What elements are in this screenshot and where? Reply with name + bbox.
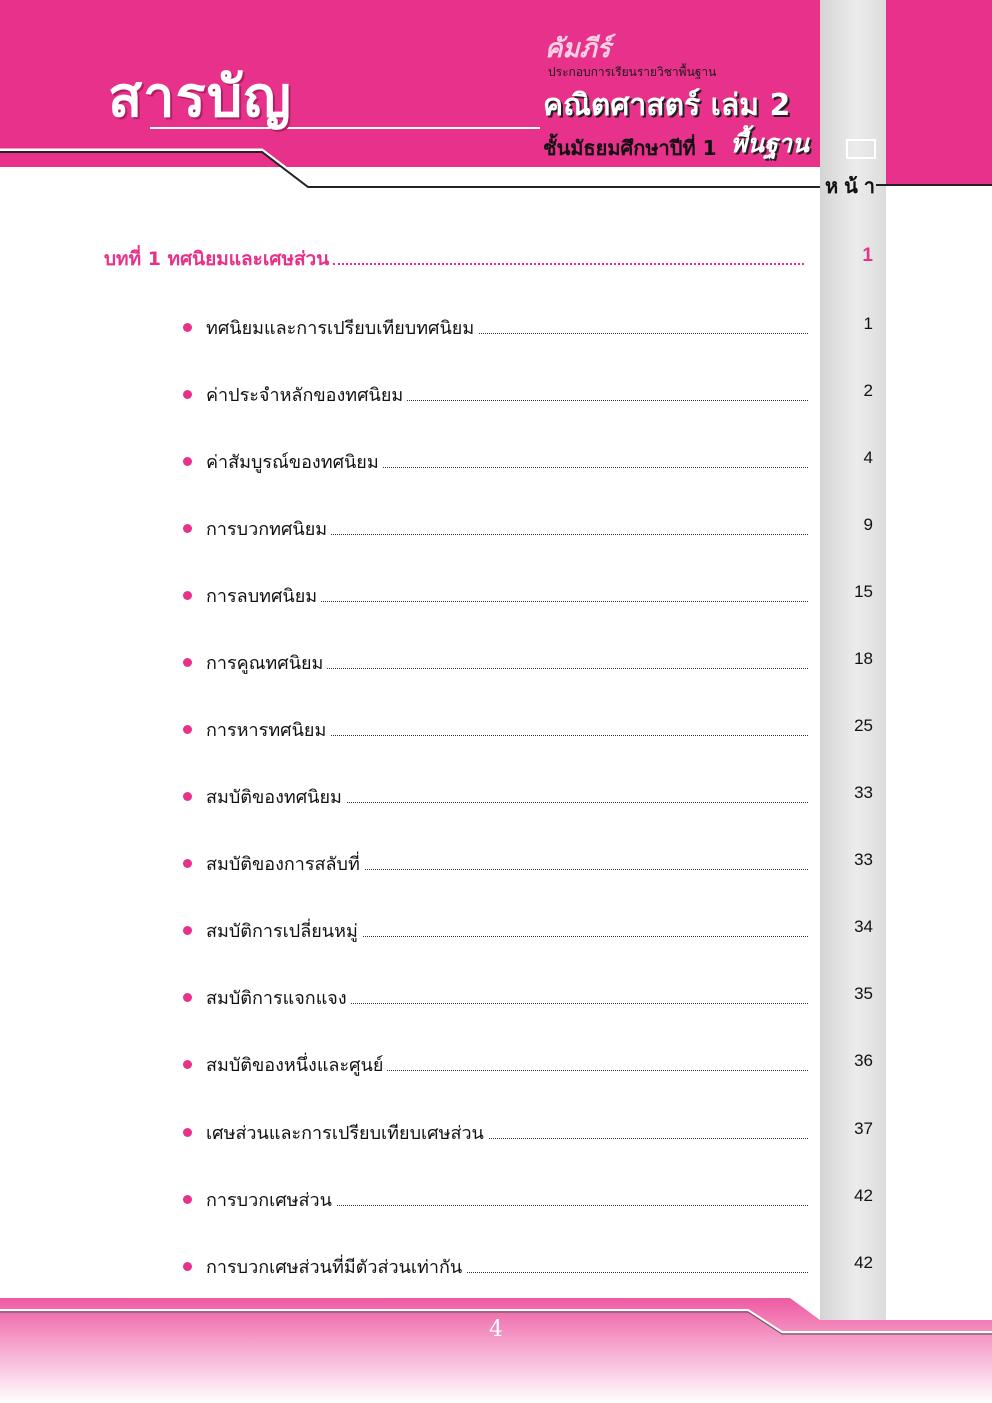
toc-entry[interactable] bbox=[0, 514, 992, 554]
bullet-icon bbox=[183, 658, 192, 667]
toc-entry[interactable] bbox=[0, 1252, 992, 1292]
grade-label: ชั้นมัธยมศึกษาปีที่ 1 bbox=[543, 136, 717, 160]
entry-title: การลบทศนิยม bbox=[206, 581, 321, 610]
book-title: คณิตศาสตร์ เล่ม 2 bbox=[543, 88, 791, 123]
toc-entry[interactable] bbox=[0, 715, 992, 755]
bullet-icon bbox=[183, 725, 192, 734]
bullet-icon bbox=[183, 323, 192, 332]
toc-entry[interactable] bbox=[0, 782, 992, 822]
bullet-icon bbox=[183, 1128, 192, 1137]
leader-dots bbox=[333, 263, 804, 265]
chapter-row[interactable] bbox=[0, 244, 992, 284]
entry-page-number: 36 bbox=[854, 1051, 873, 1070]
toc-entry[interactable] bbox=[0, 380, 992, 420]
entry-title: ค่าประจำหลักของทศนิยม bbox=[206, 380, 407, 409]
entry-page-number: 33 bbox=[854, 850, 873, 869]
entry-title: สมบัติของทศนิยม bbox=[206, 782, 346, 811]
level-label: พื้นฐาน bbox=[730, 129, 810, 158]
entry-title: ทศนิยมและการเปรียบเทียบทศนิยม bbox=[206, 313, 478, 342]
toc-entry[interactable] bbox=[0, 581, 992, 621]
footer-decoration bbox=[0, 1290, 992, 1403]
entry-title: การคูณทศนิยม bbox=[206, 648, 327, 677]
grade-line bbox=[543, 124, 809, 164]
entry-page-number: 42 bbox=[854, 1186, 873, 1205]
entry-page-number: 42 bbox=[854, 1253, 873, 1272]
toc-heading: สารบัญ bbox=[108, 65, 292, 130]
toc-entry[interactable] bbox=[0, 447, 992, 487]
entry-title: สมบัติการเปลี่ยนหมู่ bbox=[206, 916, 362, 945]
entry-title: การบวกเศษส่วนที่มีตัวส่วนเท่ากัน bbox=[206, 1252, 466, 1281]
entry-title: การบวกทศนิยม bbox=[206, 514, 331, 543]
bullet-icon bbox=[183, 1262, 192, 1271]
toc-entry[interactable] bbox=[0, 916, 992, 956]
entry-page-number: 4 bbox=[863, 448, 873, 467]
toc-entry[interactable] bbox=[0, 1185, 992, 1225]
entry-title: การบวกเศษส่วน bbox=[206, 1185, 336, 1214]
entry-title: สมบัติของการสลับที่ bbox=[206, 849, 364, 878]
entry-page-number: 25 bbox=[854, 716, 873, 735]
entry-page-number: 34 bbox=[854, 917, 873, 936]
bullet-icon bbox=[183, 524, 192, 533]
entry-title: การหารทศนิยม bbox=[206, 715, 330, 744]
toc-entry[interactable] bbox=[0, 849, 992, 889]
toc-entry[interactable] bbox=[0, 648, 992, 688]
page-box-icon bbox=[846, 139, 876, 159]
bullet-icon bbox=[183, 457, 192, 466]
entry-page-number: 18 bbox=[854, 649, 873, 668]
bullet-icon bbox=[183, 591, 192, 600]
entry-title: สมบัติของหนึ่งและศูนย์ bbox=[206, 1050, 387, 1079]
bullet-icon bbox=[183, 792, 192, 801]
entry-page-number: 2 bbox=[863, 381, 873, 400]
bullet-icon bbox=[183, 926, 192, 935]
entry-page-number: 37 bbox=[854, 1119, 873, 1138]
page-column-label: หน้า bbox=[824, 174, 882, 198]
entry-page-number: 1 bbox=[863, 314, 873, 333]
toc-entry[interactable] bbox=[0, 1050, 992, 1090]
bullet-icon bbox=[183, 390, 192, 399]
entry-page-number: 33 bbox=[854, 783, 873, 802]
bullet-icon bbox=[183, 1060, 192, 1069]
brand-name: คัมภีร์ bbox=[545, 34, 611, 64]
toc-entry[interactable] bbox=[0, 313, 992, 353]
toc-entry[interactable] bbox=[0, 983, 992, 1023]
entry-title: สมบัติการแจกแจง bbox=[206, 983, 351, 1012]
bullet-icon bbox=[183, 993, 192, 1002]
page-number: 4 bbox=[489, 1317, 503, 1342]
entry-title: ค่าสัมบูรณ์ของทศนิยม bbox=[206, 447, 383, 476]
entry-title: เศษส่วนและการเปรียบเทียบเศษส่วน bbox=[206, 1118, 488, 1147]
entry-page-number: 15 bbox=[854, 582, 873, 601]
book-subtitle: ประกอบการเรียนรายวิชาพื้นฐาน bbox=[548, 65, 717, 79]
chapter-page-number: 1 bbox=[862, 245, 873, 266]
toc-entry[interactable] bbox=[0, 1118, 992, 1158]
chapter-label: บทที่ 1 ทศนิยมและเศษส่วน bbox=[104, 248, 330, 270]
entry-page-number: 9 bbox=[863, 515, 873, 534]
entry-page-number: 35 bbox=[854, 984, 873, 1003]
bullet-icon bbox=[183, 1195, 192, 1204]
bullet-icon bbox=[183, 859, 192, 868]
